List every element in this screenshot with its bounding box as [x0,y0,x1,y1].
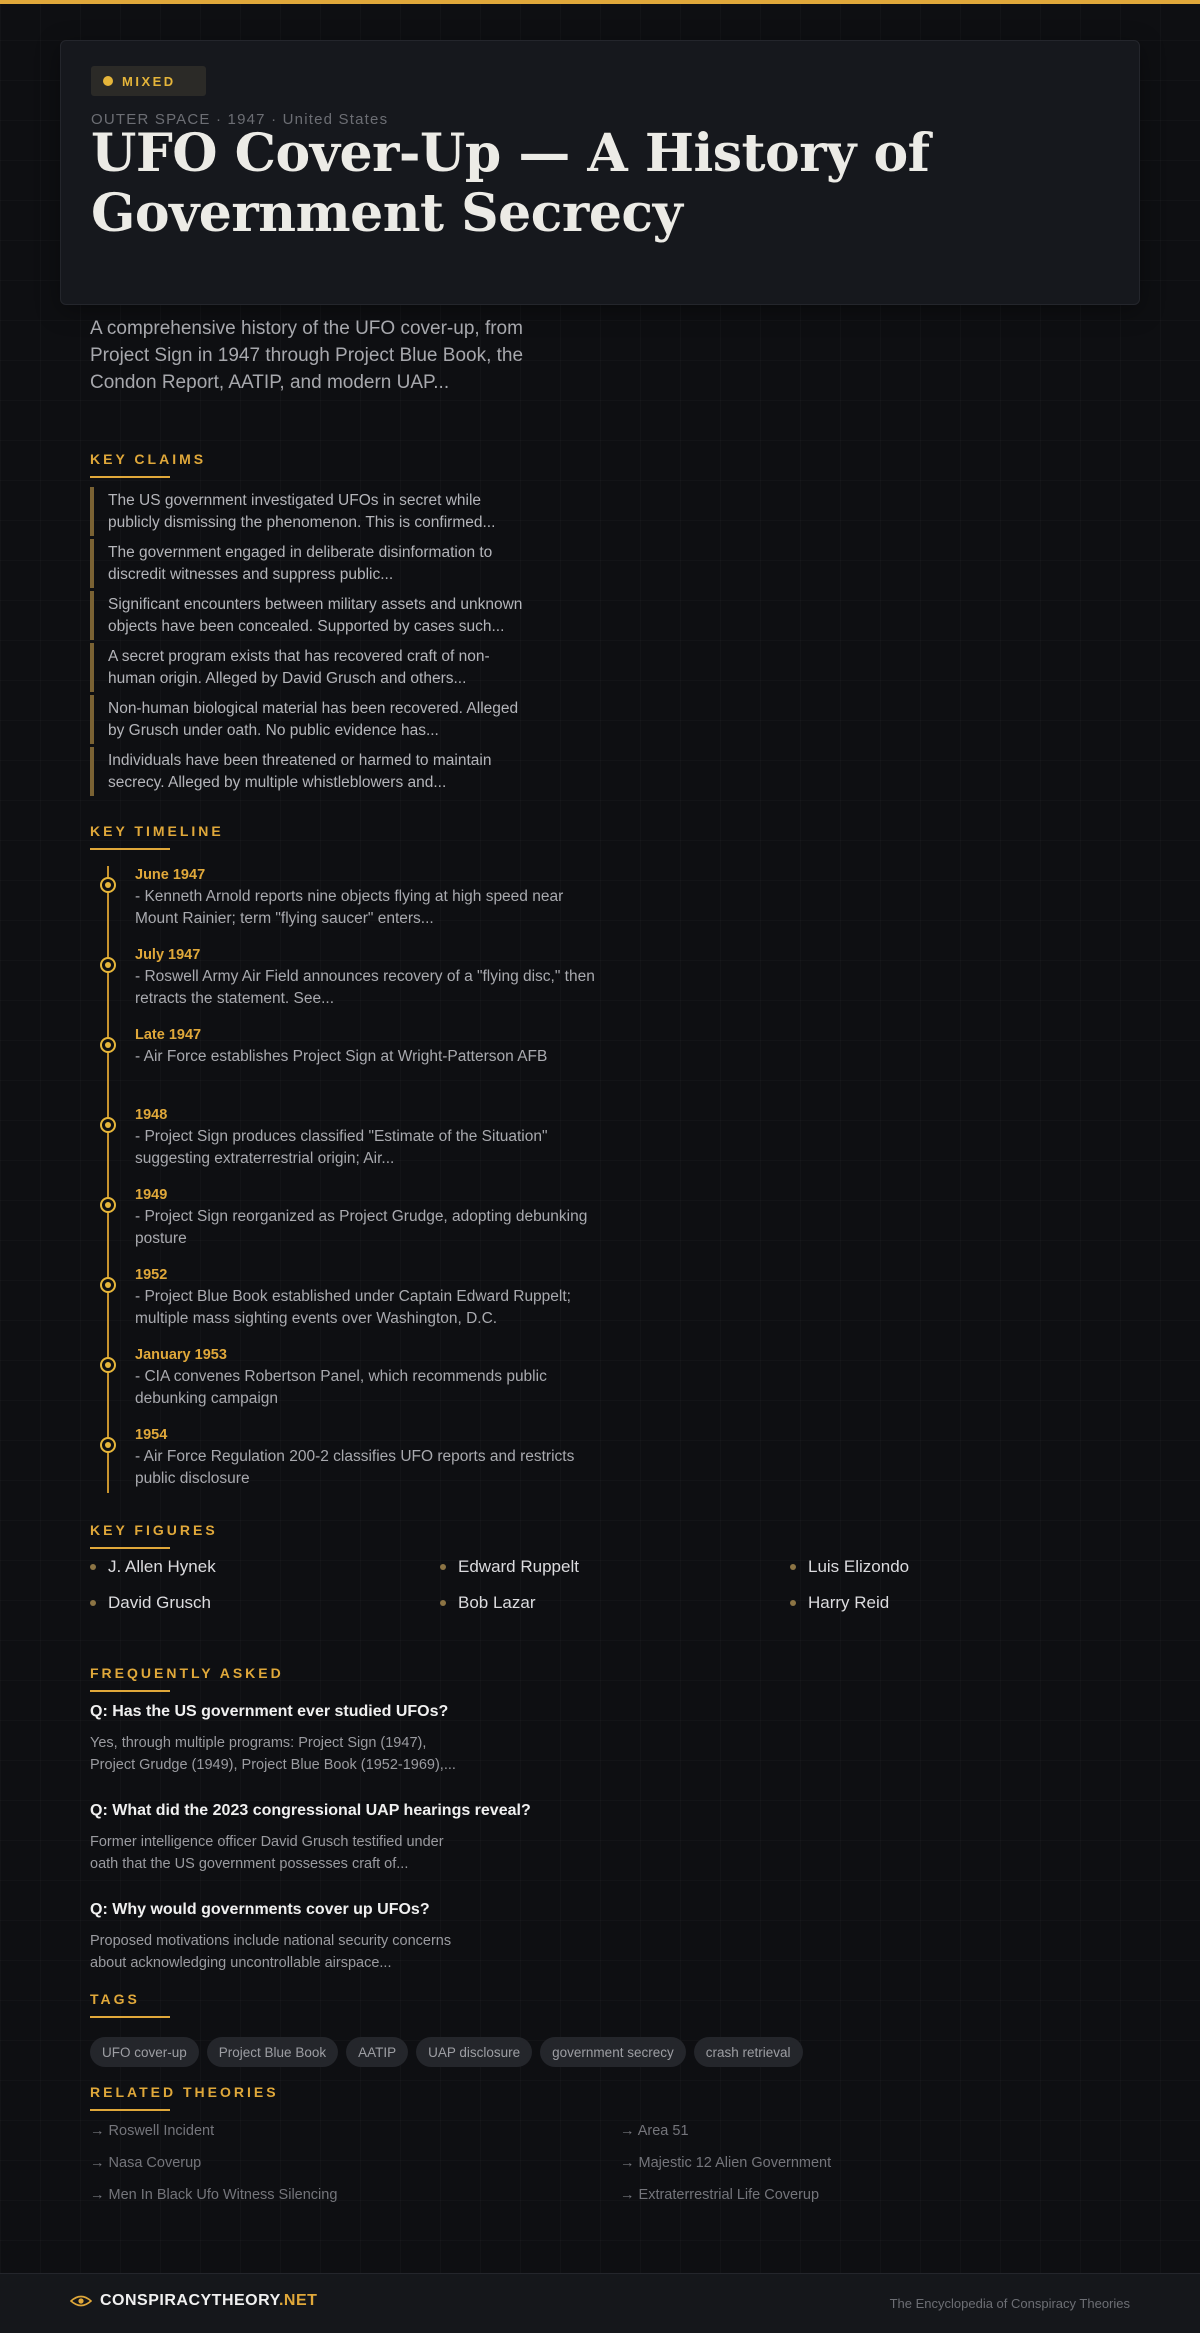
related-link[interactable]: → Roswell Incident [90,2123,215,2139]
faq-answer: Proposed motivations include national security concerns about acknowledging uncontrollable airspace... [90,1933,452,1971]
target-icon [100,1357,116,1373]
faq-item [90,1898,650,1974]
timeline-text: - Air Force Regulation 200-2 classifies UFO reports and restricts public disclosure [135,1448,575,1487]
section-heading-claims: KEY CLAIMS [90,451,206,478]
timeline-date: 1952 [135,1267,168,1283]
bullet-icon [440,1564,446,1570]
related-theories [90,2120,1140,2206]
claim-item: The US government investigated UFOs in secret while publicly dismissing the phenomenon. This is confirmed... [90,487,530,536]
target-icon [100,1437,116,1453]
related-link[interactable]: → Majestic 12 Alien Government [620,2155,832,2171]
timeline-date: 1949 [135,1187,168,1203]
faq-answer: Yes, through multiple programs: Project Sign (1947), Project Grudge (1949), Project Blue Book (1952-1969),... [90,1735,456,1773]
dot-icon [103,76,113,86]
section-heading-faq: FREQUENTLY ASKED [90,1665,284,1692]
bullet-icon [790,1600,796,1606]
target-icon [100,1117,116,1133]
timeline [90,866,650,1493]
brand-name: CONSPIRACYTHEORY [100,2292,279,2309]
faq-question: Q: Has the US government ever studied UFOs? [90,1703,449,1720]
claim-item: Significant encounters between military assets and unknown objects have been concealed. Supported by cases such... [90,591,530,640]
target-icon [100,877,116,893]
verdict-badge-label: MIXED [122,73,176,89]
figure-name[interactable]: Luis Elizondo [808,1557,910,1576]
related-link[interactable]: → Extraterrestrial Life Coverup [620,2187,820,2203]
figure-item[interactable] [440,1555,790,1579]
tag-chip[interactable]: crash retrieval [694,2037,803,2067]
claim-item: Individuals have been threatened or harmed to maintain secrecy. Alleged by multiple whistleblowers and... [90,747,530,796]
timeline-text: - Kenneth Arnold reports nine objects flying at high speed near Mount Rainier; term "flying saucer" enters... [135,888,564,927]
site-footer [0,2273,1200,2333]
figure-item[interactable] [90,1591,440,1615]
figure-item[interactable] [90,1555,440,1579]
claims-list [90,487,530,799]
timeline-date: June 1947 [135,867,206,883]
claim-item: A secret program exists that has recovered craft of non-human origin. Alleged by David Grusch and others... [90,643,530,692]
figure-item[interactable] [440,1591,790,1615]
related-link[interactable]: → Area 51 [620,2123,689,2139]
faq-list [90,1700,650,1997]
claim-item: The government engaged in deliberate disinformation to discredit witnesses and suppress public... [90,539,530,588]
target-icon [100,1037,116,1053]
figure-name[interactable]: Bob Lazar [458,1593,536,1612]
faq-answer: Former intelligence officer David Grusch testified under oath that the US government possesses craft of... [90,1834,444,1872]
figure-name[interactable]: Edward Ruppelt [458,1557,579,1576]
timeline-text: - Air Force establishes Project Sign at Wright-Patterson AFB [135,1048,548,1065]
bullet-icon [440,1600,446,1606]
timeline-text: - Project Blue Book established under Captain Edward Ruppelt; multiple mass sighting events over Washington, D.C. [135,1288,571,1327]
timeline-date: January 1953 [135,1347,227,1363]
timeline-date: July 1947 [135,947,201,963]
top-accent-bar [0,0,1200,4]
faq-question: Q: Why would governments cover up UFOs? [90,1901,430,1918]
tag-chip[interactable]: Project Blue Book [207,2037,338,2067]
footer-tagline: The Encyclopedia of Conspiracy Theories [889,2296,1130,2311]
tag-chip[interactable]: UFO cover-up [90,2037,199,2067]
claim-item: Non-human biological material has been recovered. Alleged by Grusch under oath. No public evidence has... [90,695,530,744]
timeline-text: - CIA convenes Robertson Panel, which recommends public debunking campaign [135,1368,547,1407]
page-title: UFO Cover-Up — A History of Government Secrecy [91,123,930,244]
figure-name[interactable]: Harry Reid [808,1593,890,1612]
footer-brand[interactable] [70,2292,317,2310]
tag-chip[interactable]: government secrecy [540,2037,686,2067]
faq-item [90,1700,650,1776]
eye-icon [70,2294,92,2308]
timeline-date: Late 1947 [135,1027,202,1043]
bullet-icon [90,1600,96,1606]
timeline-text: - Project Sign produces classified "Estimate of the Situation" suggesting extraterrestrial origin; Air... [135,1128,548,1167]
hero-card [60,40,1140,305]
timeline-text: - Roswell Army Air Field announces recovery of a "flying disc," then retracts the statement. See... [135,968,595,1007]
bullet-icon [790,1564,796,1570]
section-heading-related: RELATED THEORIES [90,2084,279,2111]
target-icon [100,957,116,973]
timeline-text: - Project Sign reorganized as Project Grudge, adopting debunking posture [135,1208,588,1247]
section-heading-tags: TAGS [90,1991,170,2018]
related-link[interactable]: → Nasa Coverup [90,2155,202,2171]
faq-item [90,1799,650,1875]
bullet-icon [90,1564,96,1570]
timeline-date: 1954 [135,1427,168,1443]
target-icon [100,1197,116,1213]
faq-question: Q: What did the 2023 congressional UAP hearings reveal? [90,1802,531,1819]
tag-chip[interactable]: AATIP [346,2037,408,2067]
target-icon [100,1277,116,1293]
category-meta: OUTER SPACE · 1947 · United States [91,111,389,128]
tag-chip[interactable]: UAP disclosure [416,2037,532,2067]
intro-summary: A comprehensive history of the UFO cover-up, from Project Sign in 1947 through Project Blue Book, the Condon Report, AATIP, and modern UAP... [90,318,524,393]
figure-name[interactable]: J. Allen Hynek [108,1557,216,1576]
section-heading-timeline: KEY TIMELINE [90,823,224,850]
verdict-badge [91,66,206,96]
tag-list [90,2037,803,2067]
figure-name[interactable]: David Grusch [108,1593,211,1612]
figure-item[interactable] [790,1555,1140,1579]
related-link[interactable]: → Men In Black Ufo Witness Silencing [90,2187,338,2203]
brand-tld: .NET [278,2292,318,2309]
timeline-date: 1948 [135,1107,168,1123]
section-heading-figures: KEY FIGURES [90,1522,218,1549]
figure-item[interactable] [790,1591,1140,1615]
figures-grid [90,1555,1140,1615]
